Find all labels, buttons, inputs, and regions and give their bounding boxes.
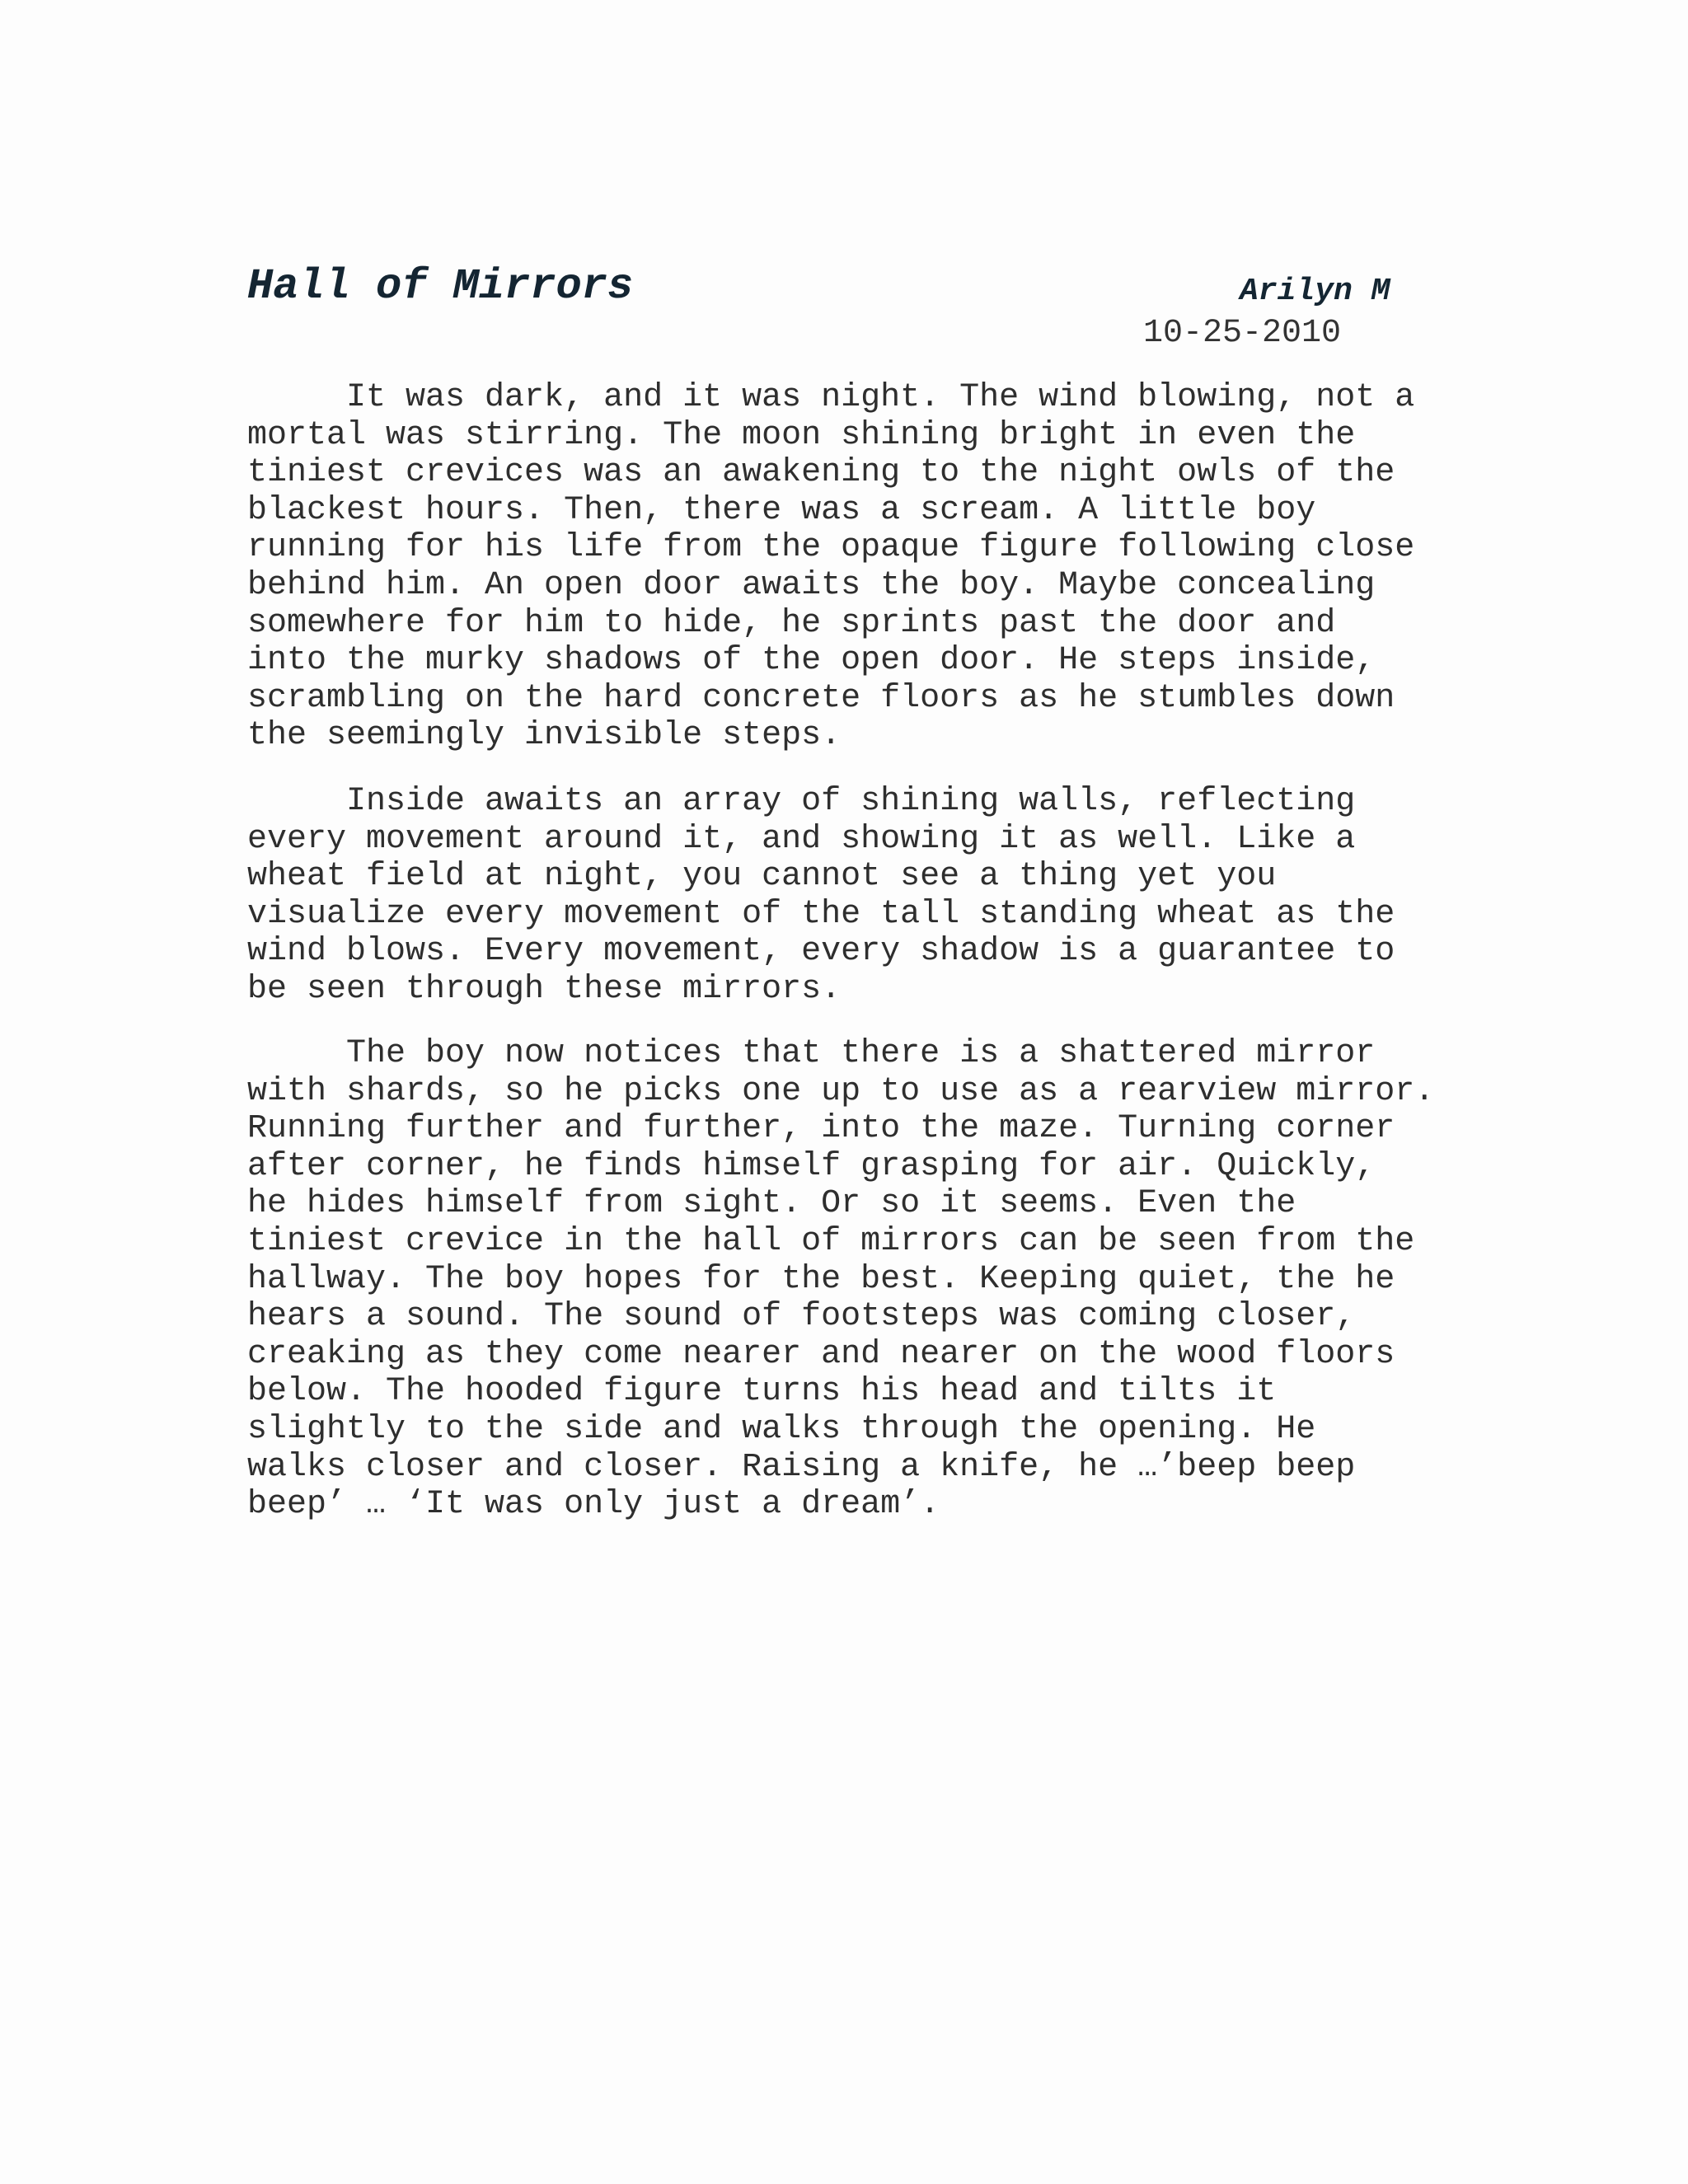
author-name: Arilyn M — [1240, 274, 1390, 309]
text-line: wind blows. Every movement, every shadow is a guarantee to — [247, 933, 1395, 971]
text-line: every movement around it, and showing it as well. Like a — [247, 820, 1356, 858]
text-line: wheat field at night, you cannot see a thing yet you — [247, 858, 1277, 896]
text-line: tiniest crevices was an awakening to the night owls of the — [247, 454, 1395, 492]
text-line: slightly to the side and walks through the opening. He — [247, 1410, 1316, 1448]
text-line: hallway. The boy hopes for the best. Keeping quiet, the he — [247, 1260, 1395, 1298]
paragraph-3 — [247, 1035, 1500, 1524]
text-line: hears a sound. The sound of footsteps was coming closer, — [247, 1298, 1356, 1336]
text-line: after corner, he finds himself grasping for air. Quickly, — [247, 1147, 1376, 1185]
text-line: tiniest crevice in the hall of mirrors can be seen from the — [247, 1222, 1415, 1260]
text-line: somewhere for him to hide, he sprints past the door and — [247, 604, 1336, 642]
text-line: visualize every movement of the tall standing wheat as the — [247, 895, 1395, 933]
text-line: be seen through these mirrors. — [247, 970, 842, 1008]
story-title: Hall of Mirrors — [247, 262, 634, 311]
text-line: Inside awaits an array of shining walls, reflecting — [247, 783, 1356, 820]
text-line: The boy now notices that there is a shattered mirror — [247, 1035, 1376, 1072]
text-line: walks closer and closer. Raising a knife, he …’beep beep — [247, 1448, 1356, 1486]
text-line: the seemingly invisible steps. — [247, 717, 842, 755]
text-line: creaking as they come nearer and nearer on the wood floors — [247, 1335, 1395, 1373]
text-line: mortal was stirring. The moon shining bright in even the — [247, 416, 1356, 454]
paragraph-1 — [247, 379, 1500, 755]
text-line: It was dark, and it was night. The wind blowing, not a — [247, 379, 1415, 416]
text-line: with shards, so he picks one up to use as a rearview mirror. — [247, 1072, 1435, 1110]
text-line: scrambling on the hard concrete floors as he stumbles down — [247, 679, 1395, 717]
text-line: Running further and further, into the maze. Turning corner — [247, 1110, 1395, 1148]
story-date: 10-25-2010 — [1143, 315, 1342, 352]
text-line: behind him. An open door awaits the boy. Maybe concealing — [247, 566, 1376, 604]
text-line: beep’ … ‘It was only just a dream’. — [247, 1486, 940, 1524]
text-line: blackest hours. Then, there was a scream. A little boy — [247, 491, 1316, 529]
text-line: running for his life from the opaque figure following close — [247, 529, 1415, 567]
text-line: into the murky shadows of the open door. He steps inside, — [247, 642, 1376, 680]
text-line: he hides himself from sight. Or so it seems. Even the — [247, 1185, 1296, 1223]
paragraph-2 — [247, 783, 1500, 1009]
text-line: below. The hooded figure turns his head and tilts it — [247, 1373, 1277, 1411]
